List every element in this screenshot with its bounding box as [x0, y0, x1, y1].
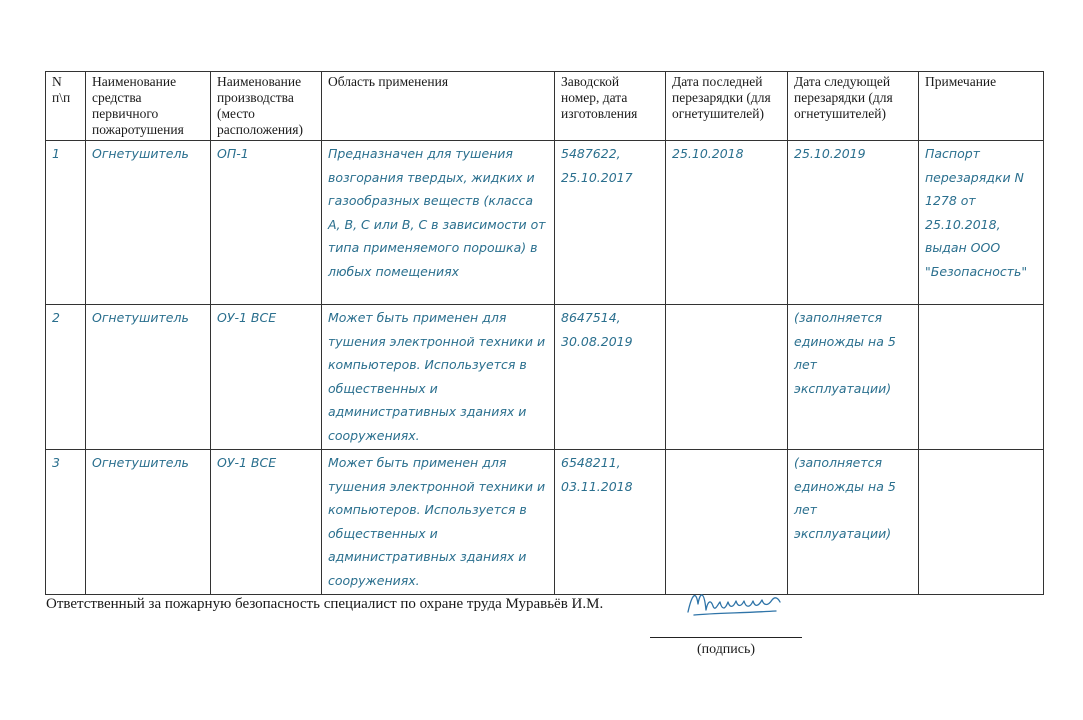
cell-equipment-name: Огнетушитель — [86, 450, 211, 595]
handwritten-signature — [684, 586, 784, 620]
cell-number: 3 — [46, 450, 86, 595]
cell-serial: 8647514, 30.08.2019 — [555, 305, 666, 450]
cell-equipment-name: Огнетушитель — [86, 305, 211, 450]
cell-number: 1 — [46, 141, 86, 305]
cell-usage: Может быть применен для тушения электронной техники и компьютеров. Используется в общественных и административных зданиях и сооружениях. — [322, 450, 555, 595]
cell-location: ОУ-1 ВСЕ — [211, 450, 322, 595]
signature-caption: (подпись) — [696, 642, 756, 657]
col-header-note: Примечание — [919, 72, 1044, 141]
table-row — [46, 141, 1044, 305]
cell-serial: 5487622, 25.10.2017 — [555, 141, 666, 305]
table-row — [46, 305, 1044, 450]
header-row — [46, 72, 1044, 141]
col-header-number: N п\п — [46, 72, 86, 141]
col-header-usage: Область применения — [322, 72, 555, 141]
cell-next-recharge: (заполняется единожды на 5 лет эксплуатации) — [788, 450, 919, 595]
cell-location: ОП-1 — [211, 141, 322, 305]
col-header-location: Наименование производства (место расположения) — [211, 72, 322, 141]
cell-last-recharge — [666, 305, 788, 450]
responsible-person-statement: Ответственный за пожарную безопасность специалист по охране труда Муравьёв И.М. — [46, 596, 604, 612]
table-row — [46, 450, 1044, 595]
cell-note: Паспорт перезарядки N 1278 от 25.10.2018, выдан ООО "Безопасность" — [919, 141, 1044, 305]
cell-note — [919, 450, 1044, 595]
col-header-next-recharge: Дата следующей перезарядки (для огнетушителей) — [788, 72, 919, 141]
cell-usage: Предназначен для тушения возгорания твердых, жидких и газообразных веществ (класса А, В, С или В, С в зависимости от типа применяемого порошка) в любых помещениях — [322, 141, 555, 305]
signature-line — [650, 637, 802, 638]
cell-number: 2 — [46, 305, 86, 450]
col-header-last-recharge: Дата последней перезарядки (для огнетушителей) — [666, 72, 788, 141]
cell-next-recharge: 25.10.2019 — [788, 141, 919, 305]
cell-serial: 6548211, 03.11.2018 — [555, 450, 666, 595]
col-header-equipment-name: Наименование средства первичного пожаротушения — [86, 72, 211, 141]
cell-note — [919, 305, 1044, 450]
cell-usage: Может быть применен для тушения электронной техники и компьютеров. Используется в общественных и административных зданиях и сооружениях. — [322, 305, 555, 450]
cell-last-recharge: 25.10.2018 — [666, 141, 788, 305]
col-header-serial: Заводской номер, дата изготовления — [555, 72, 666, 141]
extinguisher-log-table — [45, 71, 1044, 595]
cell-location: ОУ-1 ВСЕ — [211, 305, 322, 450]
cell-last-recharge — [666, 450, 788, 595]
cell-equipment-name: Огнетушитель — [86, 141, 211, 305]
cell-next-recharge: (заполняется единожды на 5 лет эксплуатации) — [788, 305, 919, 450]
